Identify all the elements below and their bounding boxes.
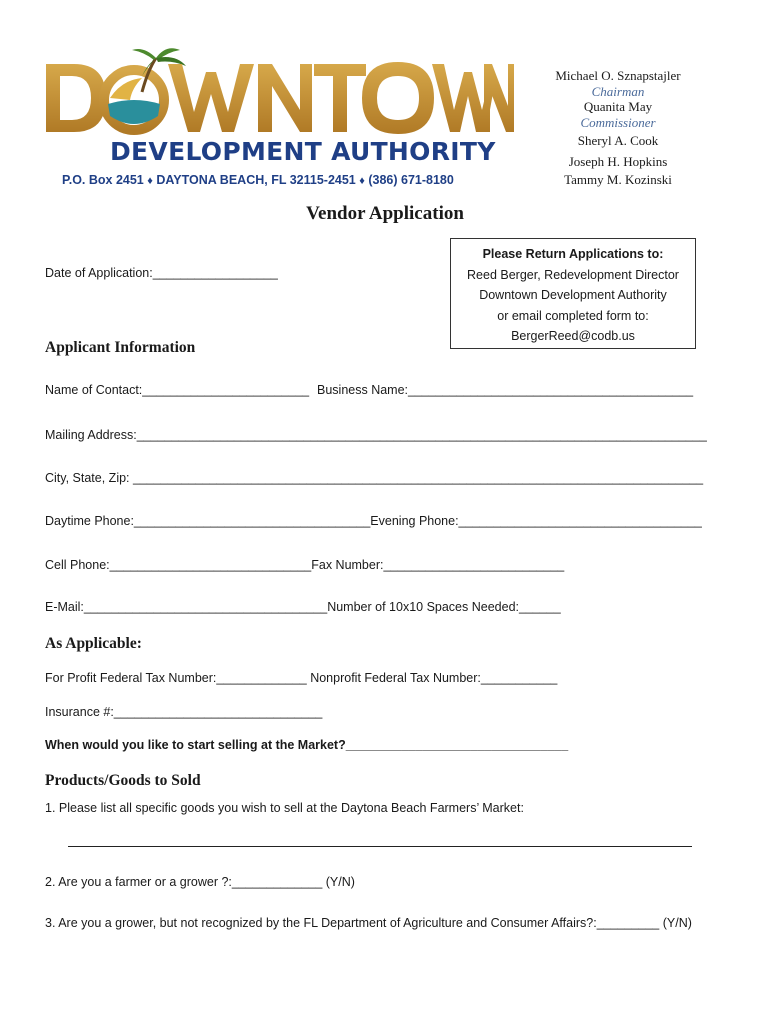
form-title: Vendor Application <box>306 203 464 224</box>
contact-name-field[interactable]: Name of Contact:________________________ <box>45 383 310 397</box>
po-box: P.O. Box 2451 <box>62 173 144 187</box>
tax-number-fields[interactable]: For Profit Federal Tax Number:_____________ Nonprofit Federal Tax Number:___________ <box>45 671 558 685</box>
board-members <box>538 68 698 188</box>
phone-number: (386) 671-8180 <box>368 173 454 187</box>
downtown-logo <box>44 46 514 138</box>
diamond-icon: ♦ <box>359 175 365 187</box>
date-of-application-field[interactable]: Date of Application:__________________ <box>45 266 278 280</box>
return-line: or email completed form to: <box>497 308 649 323</box>
authority-name: DEVELOPMENT AUTHORITY <box>110 137 496 166</box>
board-member-name: Sheryl A. Cook <box>577 133 659 148</box>
question-grower-recognition[interactable]: 3. Are you a grower, but not recognized by the FL Department of Agriculture and Consumer Affairs?:_________ (Y/N) <box>45 916 692 930</box>
city-state-zip-field[interactable]: City, State, Zip: __________________________________________________________________________________ <box>45 471 704 485</box>
applicant-section-heading: Applicant Information <box>45 339 196 356</box>
mailing-address-field[interactable]: Mailing Address:__________________________________________________________________________________ <box>45 428 707 442</box>
start-selling-field[interactable]: When would you like to start selling at the Market?________________________________ <box>45 738 569 752</box>
city-address: DAYTONA BEACH, FL 32115-2451 <box>156 173 356 187</box>
board-member-role: Chairman <box>591 83 645 99</box>
business-name-field[interactable]: Business Name:_________________________________________ <box>317 383 694 397</box>
board-member-name: Michael O. Sznapstajler <box>555 68 681 83</box>
board-member-role: Commissioner <box>580 114 656 130</box>
question-goods: 1. Please list all specific goods you wish to sell at the Daytona Beach Farmers’ Market: <box>45 801 524 815</box>
return-line: Downtown Development Authority <box>479 288 667 302</box>
logo-wordmark-graphic <box>44 46 514 138</box>
diamond-icon: ♦ <box>147 175 153 187</box>
return-line: Reed Berger, Redevelopment Director <box>467 267 679 282</box>
return-heading: Please Return Applications to: <box>482 247 664 261</box>
cell-fax-fields[interactable]: Cell Phone:_____________________________Fax Number:__________________________ <box>45 558 565 572</box>
insurance-field[interactable]: Insurance #:______________________________ <box>45 705 323 719</box>
return-instructions-box <box>450 238 696 349</box>
phone-fields[interactable]: Daytime Phone:__________________________________Evening Phone:___________________________________ <box>45 514 702 528</box>
board-member-name: Joseph H. Hopkins <box>568 153 668 169</box>
email-spaces-fields[interactable]: E-Mail:___________________________________Number of 10x10 Spaces Needed:______ <box>45 600 561 614</box>
products-section-heading: Products/Goods to Sold <box>45 772 201 789</box>
contact-address <box>62 173 454 187</box>
board-member-name: Tammy M. Kozinski <box>564 172 672 187</box>
board-member-name: Quanita May <box>583 99 653 114</box>
applicable-section-heading: As Applicable: <box>45 635 142 652</box>
return-email: BergerReed@codb.us <box>511 329 635 343</box>
question-farmer[interactable]: 2. Are you a farmer or a grower ?:_____________ (Y/N) <box>45 875 355 889</box>
goods-answer-line[interactable] <box>68 846 692 847</box>
